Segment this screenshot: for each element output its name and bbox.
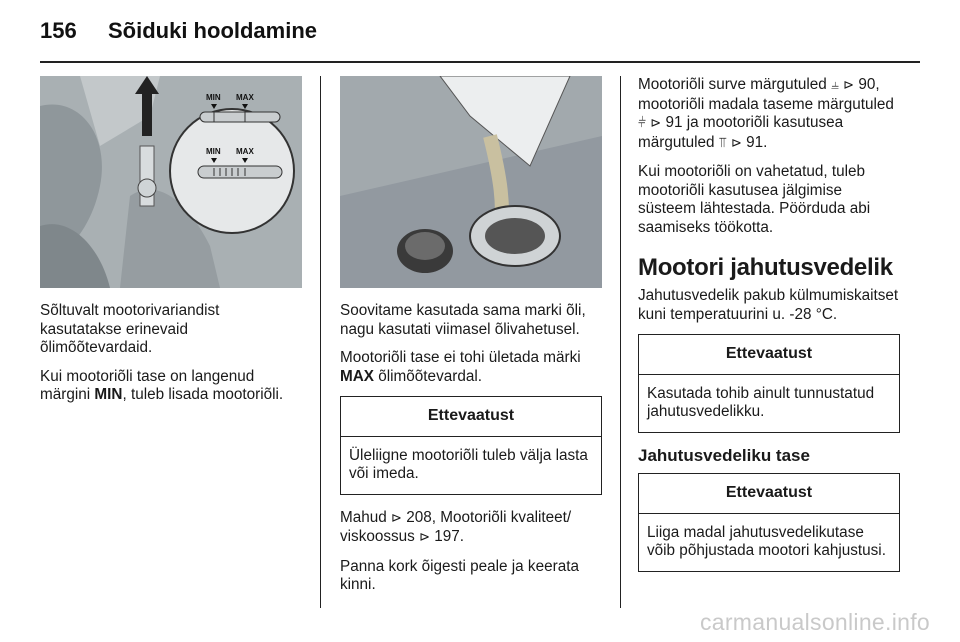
column-divider-2 [620,76,621,608]
column-3 [638,76,900,586]
min-label-top: MIN [206,93,221,102]
column-1 [40,76,302,415]
page-title: Sõiduki hooldamine [108,18,318,43]
col2-para-1: Soovitame kasutada sama marki õli, nagu kasutati viimasel õlivahetusel. [340,302,586,338]
caution-body: Kasutada tohib ainult tunnustatud jahutusvedelikku. [647,384,875,420]
caution-box-oil [340,396,602,495]
col3-para-1: Mootoriõli surve märgutuled ⫨ ⊳ 90, mootoriõli madala taseme märgutuled ⫩ ⊳ 91 ja mootoriõli kasutusea märgutuled ⫪ ⊳ 91. [638,76,894,151]
page-ref-icon: ⊳ [730,135,742,151]
oil-life-icon: ⫪ [718,134,727,151]
subheading-coolant-level: Jahutusvedeliku tase [638,445,810,465]
oil-pressure-icon: ⫨ [831,77,839,93]
max-label-top: MAX [236,93,254,102]
watermark: carmanualsonline.info [699,609,930,635]
col2-para-3: Mahud ⊳ 208, Mootoriõli kvaliteet/ viskoossus ⊳ 197. [340,508,572,545]
column-2 [340,76,602,605]
page-ref-icon: ⊳ [419,530,430,545]
caution-title: Ettevaatust [639,474,899,514]
col3-para-2: Kui mootoriõli on vahetatud, tuleb mootoriõli kasutusea jälgimise süsteem lähtestada. Pöörduda abi saamiseks töökotta. [638,163,871,236]
col1-para-1: Sõltuvalt mootorivariandist kasutatakse erinevaid õlimõõtevardaid. [40,302,220,356]
caution-body: Üleliigne mootoriõli tuleb välja lasta või imeda. [349,446,588,482]
max-mark: MAX [340,367,374,385]
min-label-bottom: MIN [206,147,221,156]
caution-box-coolant-1 [638,334,900,433]
column-divider-1 [320,76,321,608]
caution-title: Ettevaatust [341,397,601,437]
col3-para-3: Jahutusvedelik pakub külmumiskaitset kuni temperatuurini u. -28 °C. [638,287,899,323]
col2-para-2: Mootoriõli tase ei tohi ületada märki MAX õlimõõtevardal. [340,349,581,385]
header-rule [40,61,920,63]
caution-box-coolant-2 [638,473,900,572]
section-heading-coolant: Mootori jahutusvedelik [638,254,893,281]
min-mark: MIN [94,386,123,403]
max-label-bottom: MAX [236,147,254,156]
page-number: 156 [40,18,77,43]
page-ref-icon: ⊳ [650,116,662,131]
caution-title: Ettevaatust [639,335,899,375]
caution-body: Liiga madal jahutusvedelikutase võib põhjustada mootori kahjustusi. [647,523,886,559]
col2-para-4: Panna kork õigesti peale ja keerata kinni. [340,557,579,593]
oil-level-icon: ⫩ [638,115,647,131]
page-header [40,18,317,44]
dipstick-figure [40,76,302,288]
oil-filling-figure [340,76,602,288]
col1-para-2: Kui mootoriõli tase on langenud märgini MIN, tuleb lisada mootoriõli. [40,367,284,403]
page-ref-icon: ⊳ [843,78,855,93]
page-ref-icon: ⊳ [391,510,402,526]
